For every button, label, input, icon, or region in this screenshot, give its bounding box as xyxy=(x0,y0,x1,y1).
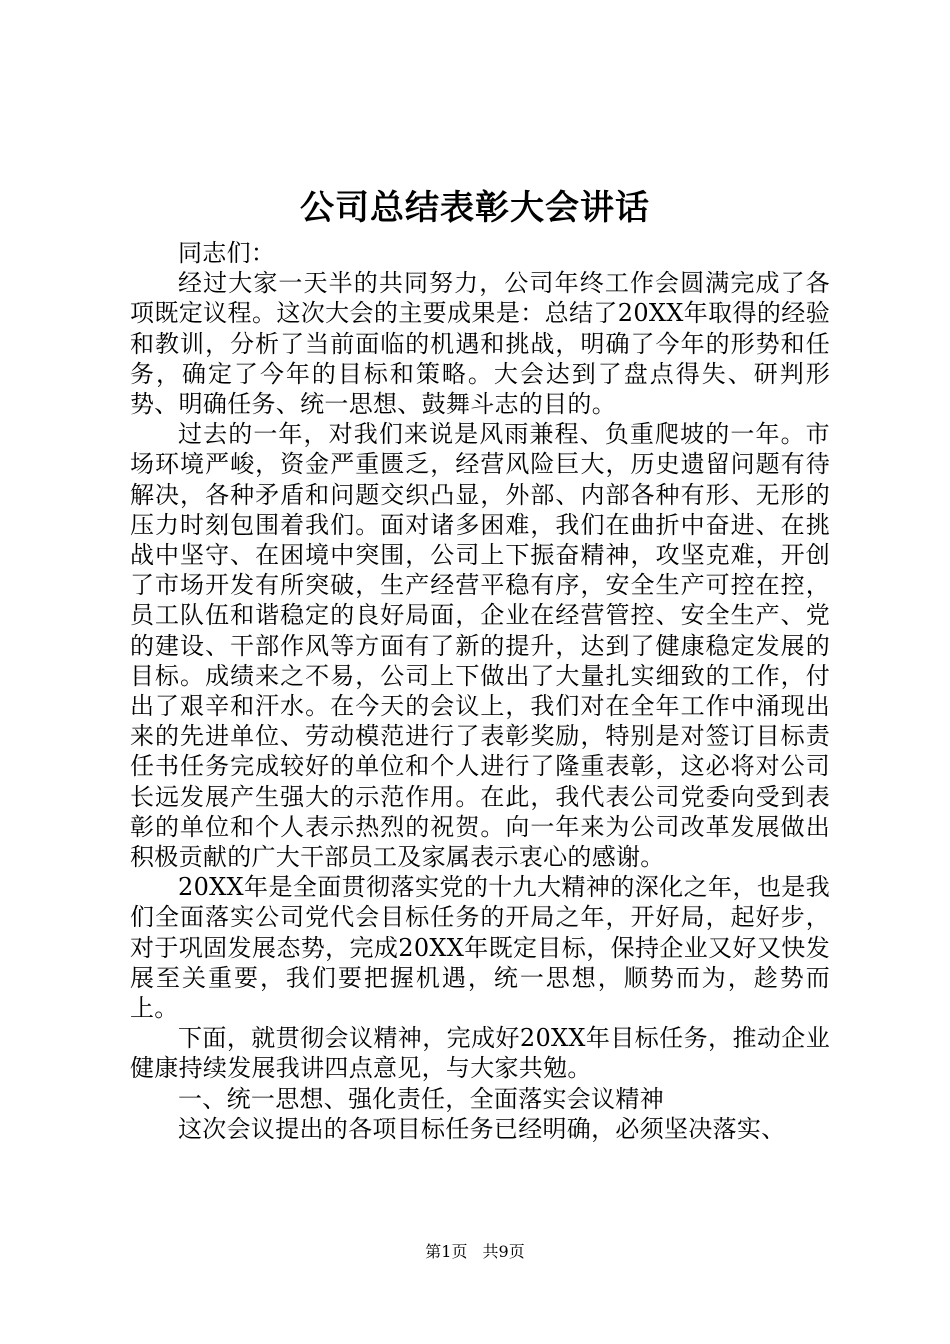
document-body xyxy=(130,238,830,1144)
page-total: 共9页 xyxy=(482,1242,525,1261)
body-paragraph: 20XX年是全面贯彻落实党的十九大精神的深化之年，也是我们全面落实公司党代会目标任务的开局之年，开好局，起好步，对于巩固发展态势，完成20XX年既定目标，保持企业又好又快发展至关重要，我们要把握机遇，统一思想，顺势而为，趁势而上。 xyxy=(130,873,830,1023)
body-paragraph: 这次会议提出的各项目标任务已经明确，必须坚决落实、 xyxy=(178,1114,786,1143)
body-paragraph: 过去的一年，对我们来说是风雨兼程、负重爬坡的一年。市场环境严峻，资金严重匮乏，经营风险巨大，历史遗留问题有待解决，各种矛盾和问题交织凸显，外部、内部各种有形、无形的压力时刻包围着我们。面对诸多困难，我们在曲折中奋进、在挑战中坚守、在困境中突围，公司上下振奋精神，攻坚克难，开创了市场开发有所突破，生产经营平稳有序，安全生产可控在控，员工队伍和谐稳定的良好局面，企业在经营管控、安全生产、党的建设、干部作风等方面有了新的提升，达到了健康稳定发展的目标。成绩来之不易，公司上下做出了大量扎实细致的工作，付出了艰辛和汗水。在今天的会议上，我们对在全年工作中涌现出来的先进单位、劳动模范进行了表彰奖励，特别是对签订目标责任书任务完成较好的单位和个人进行了隆重表彰，这必将对公司长远发展产生强大的示范作用。在此，我代表公司党委向受到表彰的单位和个人表示热烈的祝贺。向一年来为公司改革发展做出积极贡献的广大干部员工及家属表示衷心的感谢。 xyxy=(130,420,830,872)
document-title: 公司总结表彰大会讲话 xyxy=(300,188,650,228)
body-paragraph: 下面，就贯彻会议精神，完成好20XX年目标任务，推动企业健康持续发展我讲四点意见，与大家共勉。 xyxy=(130,1024,830,1083)
salutation-paragraph: 同志们： xyxy=(178,239,276,267)
section-heading: 一、统一思想、强化责任，全面落实会议精神 xyxy=(178,1084,664,1113)
body-paragraph: 经过大家一天半的共同努力，公司年终工作会圆满完成了各项既定议程。这次大会的主要成果是：总结了20XX年取得的经验和教训，分析了当前面临的机遇和挑战，明确了今年的形势和任务，确定了今年的目标和策略。大会达到了盘点得失、研判形势、明确任务、统一思想、鼓舞斗志的目的。 xyxy=(130,269,830,419)
page-number: 第1页 xyxy=(425,1242,468,1261)
page-footer xyxy=(0,1242,950,1262)
